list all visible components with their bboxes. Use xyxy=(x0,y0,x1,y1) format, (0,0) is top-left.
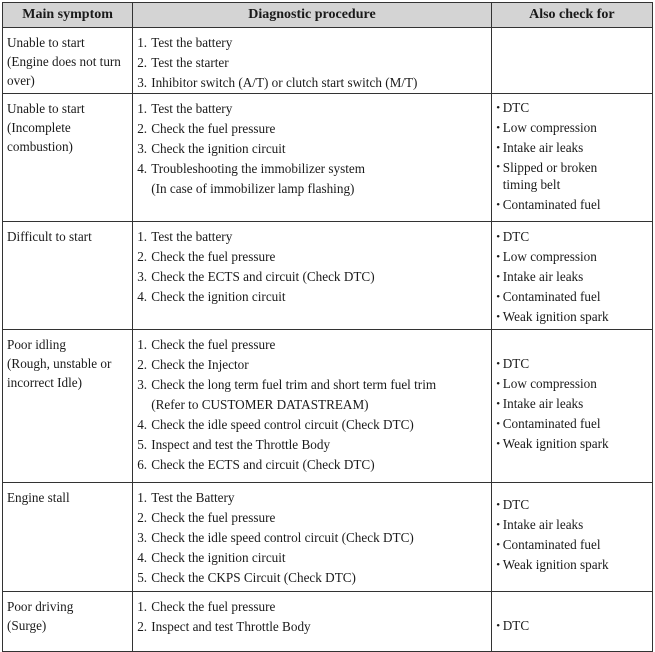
step-number: 2. xyxy=(137,55,148,70)
check-text: DTC xyxy=(502,356,530,371)
procedure-step xyxy=(137,455,487,475)
check-item xyxy=(494,98,650,118)
check-item xyxy=(494,267,650,287)
check-item xyxy=(494,495,650,515)
step-number: 5. xyxy=(137,570,148,585)
procedure-step xyxy=(137,247,487,267)
bullet-icon: • xyxy=(496,161,501,173)
step-text: Check the ignition circuit xyxy=(151,289,286,304)
step-text: Test the battery xyxy=(151,35,233,50)
symptom-cell xyxy=(3,28,133,94)
procedure-step xyxy=(137,73,487,93)
check-item xyxy=(494,195,650,215)
procedure-cell xyxy=(133,222,492,330)
step-number: 2. xyxy=(137,249,148,264)
step-number: 4. xyxy=(137,161,148,176)
step-number: 2. xyxy=(137,619,148,634)
procedure-cell xyxy=(133,28,492,94)
table-row xyxy=(3,28,653,94)
bullet-icon: • xyxy=(496,311,501,323)
procedure-step xyxy=(137,159,487,199)
check-text: Intake air leaks xyxy=(502,517,584,532)
procedure-step xyxy=(137,119,487,139)
bullet-icon: • xyxy=(496,620,501,632)
step-number: 3. xyxy=(137,377,148,392)
procedure-step xyxy=(137,33,487,53)
procedure-step xyxy=(137,99,487,119)
step-text: Check the ignition circuit xyxy=(151,550,286,565)
check-item xyxy=(494,247,650,267)
bullet-icon: • xyxy=(496,438,501,450)
check-text: DTC xyxy=(502,497,530,512)
procedure-step xyxy=(137,548,487,568)
check-item xyxy=(494,374,650,394)
step-text: Test the battery xyxy=(151,229,233,244)
bullet-icon: • xyxy=(496,418,501,430)
procedure-step xyxy=(137,508,487,528)
procedure-step xyxy=(137,528,487,548)
step-text: Check the fuel pressure xyxy=(151,337,276,352)
check-item xyxy=(494,307,650,327)
step-number: 3. xyxy=(137,141,148,156)
step-text: Check the fuel pressure xyxy=(151,121,276,136)
symptom-line: Poor idling xyxy=(7,337,66,352)
procedure-step xyxy=(137,287,487,307)
also-check-cell xyxy=(491,28,652,94)
check-text: DTC xyxy=(502,100,530,115)
check-item xyxy=(494,535,650,555)
step-number: 3. xyxy=(137,269,148,284)
bullet-icon: • xyxy=(496,142,501,154)
symptom-line: (Rough, unstable or xyxy=(7,356,112,371)
procedure-cell xyxy=(133,330,492,483)
step-text: Test the battery xyxy=(151,101,233,116)
bullet-icon: • xyxy=(496,291,501,303)
procedure-step xyxy=(137,139,487,159)
procedure-step xyxy=(137,488,487,508)
step-number: 4. xyxy=(137,289,148,304)
bullet-icon: • xyxy=(496,271,501,283)
check-item xyxy=(494,118,650,138)
check-text: Low compression xyxy=(502,249,597,264)
step-text: Check the long term fuel trim and short term fuel trim xyxy=(151,377,437,392)
check-text: Low compression xyxy=(502,120,597,135)
check-text: Weak ignition spark xyxy=(502,436,609,451)
bullet-icon: • xyxy=(496,358,501,370)
step-text: Check the fuel pressure xyxy=(151,510,276,525)
check-text: DTC xyxy=(502,229,530,244)
check-item xyxy=(494,138,650,158)
step-number: 3. xyxy=(137,75,148,90)
step-number: 1. xyxy=(137,35,148,50)
check-item xyxy=(494,159,650,193)
symptom-cell xyxy=(3,94,133,222)
step-text: Check the CKPS Circuit (Check DTC) xyxy=(151,570,356,585)
check-item xyxy=(494,515,650,535)
check-item xyxy=(494,434,650,454)
step-number: 2. xyxy=(137,510,148,525)
bullet-icon: • xyxy=(496,378,501,390)
check-item xyxy=(494,414,650,434)
step-text: Check the fuel pressure xyxy=(151,599,276,614)
step-text: Test the Battery xyxy=(151,490,235,505)
also-check-cell xyxy=(491,222,652,330)
check-item xyxy=(494,555,650,575)
step-number: 4. xyxy=(137,417,148,432)
procedure-step xyxy=(137,435,487,455)
step-number: 2. xyxy=(137,121,148,136)
check-text: Low compression xyxy=(502,376,597,391)
procedure-step xyxy=(137,53,487,73)
check-text: Contaminated fuel xyxy=(502,289,601,304)
header-row xyxy=(3,3,653,28)
symptom-line: (Surge) xyxy=(7,618,47,633)
also-check-cell xyxy=(491,483,652,592)
diagnostic-table xyxy=(2,2,653,652)
step-number: 1. xyxy=(137,337,148,352)
symptom-cell xyxy=(3,483,133,592)
step-text: Inhibitor switch (A/T) or clutch start switch (M/T) xyxy=(151,75,418,90)
bullet-icon: • xyxy=(496,102,501,114)
symptom-line: Unable to start xyxy=(7,101,85,116)
bullet-icon: • xyxy=(496,199,501,211)
step-text: Check the ECTS and circuit (Check DTC) xyxy=(151,457,375,472)
header-also-check-for: Also check for xyxy=(491,3,652,28)
step-text: Check the idle speed control circuit (Check DTC) xyxy=(151,530,414,545)
check-item xyxy=(494,287,650,307)
bullet-icon: • xyxy=(496,231,501,243)
symptom-line: Difficult to start xyxy=(7,229,92,244)
step-number: 1. xyxy=(137,101,148,116)
step-number: 6. xyxy=(137,457,148,472)
procedure-step xyxy=(137,617,487,637)
bullet-icon: • xyxy=(496,499,501,511)
procedure-step xyxy=(137,568,487,588)
bullet-icon: • xyxy=(496,519,501,531)
symptom-line: Engine stall xyxy=(7,490,70,505)
check-text: Intake air leaks xyxy=(502,396,584,411)
check-item xyxy=(494,616,650,636)
procedure-step xyxy=(137,335,487,355)
step-text: Check the ECTS and circuit (Check DTC) xyxy=(151,269,375,284)
bullet-icon: • xyxy=(496,559,501,571)
check-text: DTC xyxy=(502,618,530,633)
bullet-icon: • xyxy=(496,398,501,410)
table-row xyxy=(3,94,653,222)
check-item xyxy=(494,227,650,247)
step-number: 1. xyxy=(137,599,148,614)
bullet-icon: • xyxy=(496,251,501,263)
step-number: 1. xyxy=(137,229,148,244)
check-item xyxy=(494,394,650,414)
symptom-cell xyxy=(3,222,133,330)
step-text: Inspect and test the Throttle Body xyxy=(151,437,331,452)
step-subtext: (In case of immobilizer lamp flashing) xyxy=(151,181,355,196)
check-text: timing belt xyxy=(502,177,561,192)
procedure-cell xyxy=(133,94,492,222)
header-main-symptom: Main symptom xyxy=(3,3,133,28)
check-text: Contaminated fuel xyxy=(502,416,601,431)
symptom-line: over) xyxy=(7,73,35,88)
procedure-step xyxy=(137,375,487,415)
step-number: 2. xyxy=(137,357,148,372)
symptom-line: Unable to start xyxy=(7,35,85,50)
step-number: 4. xyxy=(137,550,148,565)
symptom-line: (Incomplete xyxy=(7,120,71,135)
symptom-line: (Engine does not turn xyxy=(7,54,121,69)
check-text: Intake air leaks xyxy=(502,140,584,155)
procedure-step xyxy=(137,267,487,287)
step-text: Troubleshooting the immobilizer system xyxy=(151,161,365,176)
check-text: Intake air leaks xyxy=(502,269,584,284)
check-item xyxy=(494,354,650,374)
procedure-step xyxy=(137,227,487,247)
step-text: Inspect and test Throttle Body xyxy=(151,619,311,634)
step-subtext: (Refer to CUSTOMER DATASTREAM) xyxy=(151,397,369,412)
check-text: Contaminated fuel xyxy=(502,197,601,212)
check-text: Weak ignition spark xyxy=(502,557,609,572)
step-text: Check the ignition circuit xyxy=(151,141,286,156)
step-number: 5. xyxy=(137,437,148,452)
check-text: Contaminated fuel xyxy=(502,537,601,552)
step-text: Test the starter xyxy=(151,55,229,70)
step-text: Check the fuel pressure xyxy=(151,249,276,264)
also-check-cell xyxy=(491,330,652,483)
procedure-step xyxy=(137,597,487,617)
step-number: 3. xyxy=(137,530,148,545)
procedure-step xyxy=(137,415,487,435)
table-row xyxy=(3,222,653,330)
check-text: Slipped or broken xyxy=(502,160,598,175)
symptom-line: combustion) xyxy=(7,139,73,154)
table-row xyxy=(3,483,653,592)
bullet-icon: • xyxy=(496,539,501,551)
header-diagnostic-procedure: Diagnostic procedure xyxy=(133,3,492,28)
symptom-cell xyxy=(3,330,133,483)
bullet-icon: • xyxy=(496,122,501,134)
step-number: 1. xyxy=(137,490,148,505)
table-row xyxy=(3,330,653,483)
symptom-line: Poor driving xyxy=(7,599,74,614)
procedure-cell xyxy=(133,483,492,592)
step-text: Check the Injector xyxy=(151,357,249,372)
symptom-line: incorrect Idle) xyxy=(7,375,83,390)
procedure-step xyxy=(137,355,487,375)
check-text: Weak ignition spark xyxy=(502,309,609,324)
step-text: Check the idle speed control circuit (Check DTC) xyxy=(151,417,414,432)
also-check-cell xyxy=(491,94,652,222)
